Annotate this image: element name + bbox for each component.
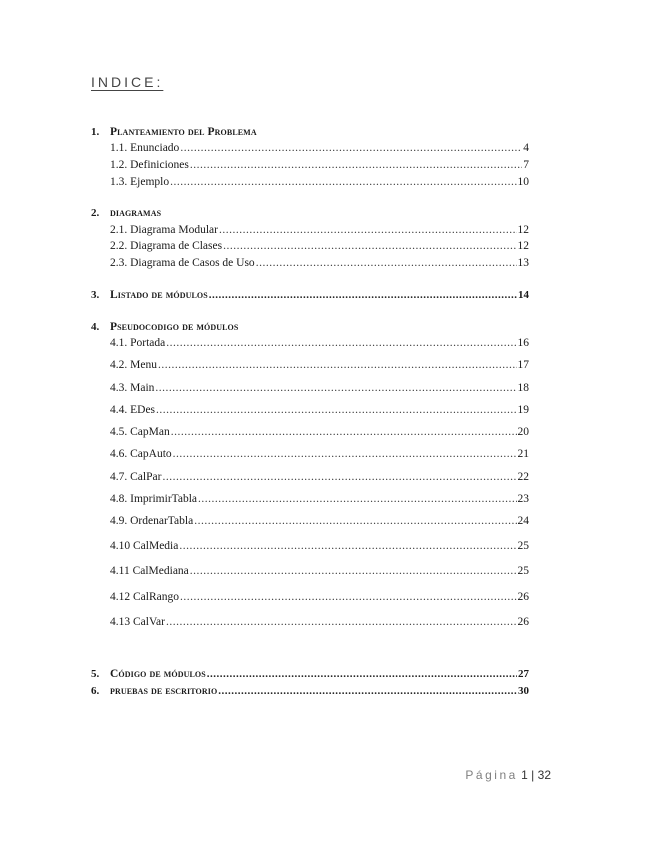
dot-leader: [162, 471, 516, 483]
item-label: 4.12 CalRango: [110, 591, 179, 603]
toc-item-4-1[interactable]: [110, 337, 529, 349]
dot-leader: [223, 240, 516, 252]
item-page: 21: [517, 448, 529, 460]
item-page: 25: [517, 565, 529, 577]
toc-section-6[interactable]: [91, 685, 529, 697]
toc-item-2-3[interactable]: [110, 257, 529, 269]
toc-item-4-12[interactable]: [110, 591, 529, 603]
toc-section-5[interactable]: [91, 668, 529, 680]
dot-leader: [194, 515, 516, 527]
section-title: Código de módulos: [110, 668, 206, 680]
item-page: 20: [517, 426, 529, 438]
item-page: 18: [517, 382, 529, 394]
section-number: 4.: [91, 321, 100, 333]
item-label: 1.2. Definiciones: [110, 159, 189, 171]
dot-leader: [166, 616, 517, 628]
dot-leader: [166, 337, 516, 349]
item-page: 12: [517, 240, 529, 252]
item-label: 4.10 CalMedia: [110, 540, 179, 552]
section-number: 3.: [91, 289, 100, 301]
item-page: 17: [517, 359, 529, 371]
section-title: Planteamiento del Problema: [110, 126, 257, 138]
dot-leader: [218, 685, 517, 697]
item-label: 1.3. Ejemplo: [110, 176, 170, 188]
item-label: 4.8. ImprimirTabla: [110, 493, 198, 505]
item-page: 4: [523, 142, 529, 154]
item-page: 10: [517, 176, 529, 188]
item-label: 4.4. EDes: [110, 404, 156, 416]
dot-leader: [170, 176, 516, 188]
item-label: 4.9. OrdenarTabla: [110, 515, 194, 527]
dot-leader: [190, 565, 517, 577]
dot-leader: [190, 159, 522, 171]
dot-leader: [158, 359, 517, 371]
dot-leader: [156, 404, 516, 416]
section-title: diagramas: [110, 207, 162, 219]
item-label: 4.11 CalMediana: [110, 565, 189, 577]
item-label: 4.6. CapAuto: [110, 448, 172, 460]
item-label: 2.2. Diagrama de Clases: [110, 240, 223, 252]
toc-section-1[interactable]: [91, 126, 529, 138]
toc-item-1-3[interactable]: [110, 176, 529, 188]
toc-item-4-7[interactable]: [110, 471, 529, 483]
dot-leader: [180, 142, 522, 154]
section-page: 27: [518, 668, 529, 680]
toc-item-1-2[interactable]: [110, 159, 529, 171]
toc-item-4-10[interactable]: [110, 540, 529, 552]
toc-item-4-4[interactable]: [110, 404, 529, 416]
item-label: 2.3. Diagrama de Casos de Uso: [110, 257, 255, 269]
footer-page-number: 1: [521, 768, 528, 782]
item-page: 19: [517, 404, 529, 416]
item-page: 23: [517, 493, 529, 505]
toc-item-4-8[interactable]: [110, 493, 529, 505]
item-page: 16: [517, 337, 529, 349]
item-label: 4.1. Portada: [110, 337, 166, 349]
item-page: 26: [517, 591, 529, 603]
section-title: pruebas de escritorio: [110, 685, 218, 697]
section-number: 1.: [91, 126, 100, 138]
item-page: 25: [517, 540, 529, 552]
item-page: 22: [517, 471, 529, 483]
footer-total-pages: 32: [537, 768, 551, 782]
toc-section-2[interactable]: [91, 207, 529, 219]
section-title: Pseudocodigo de módulos: [110, 321, 239, 333]
toc-item-2-1[interactable]: [110, 224, 529, 236]
item-page: 13: [517, 257, 529, 269]
section-number: 2.: [91, 207, 100, 219]
dot-leader: [256, 257, 517, 269]
dot-leader: [207, 668, 517, 680]
dot-leader: [198, 493, 516, 505]
dot-leader: [155, 382, 516, 394]
item-page: 24: [517, 515, 529, 527]
item-label: 4.3. Main: [110, 382, 155, 394]
item-label: 2.1. Diagrama Modular: [110, 224, 218, 236]
item-page: 12: [517, 224, 529, 236]
item-label: 4.13 CalVar: [110, 616, 165, 628]
section-number: 6.: [91, 685, 100, 697]
toc-section-4[interactable]: [91, 321, 529, 333]
section-page: 14: [518, 289, 529, 301]
page-footer: [465, 768, 551, 782]
item-label: 4.7. CalPar: [110, 471, 162, 483]
toc-item-2-2[interactable]: [110, 240, 529, 252]
dot-leader: [180, 591, 517, 603]
item-label: 4.5. CapMan: [110, 426, 170, 438]
toc-item-4-11[interactable]: [110, 565, 529, 577]
item-page: 7: [523, 159, 529, 171]
index-title: INDICE:: [91, 74, 164, 90]
toc-item-1-1[interactable]: [110, 142, 529, 154]
toc-item-4-9[interactable]: [110, 515, 529, 527]
footer-separator: |: [531, 768, 535, 782]
dot-leader: [219, 224, 517, 236]
toc-item-4-2[interactable]: [110, 359, 529, 371]
toc-item-4-6[interactable]: [110, 448, 529, 460]
section-page: 30: [518, 685, 529, 697]
toc-item-4-5[interactable]: [110, 426, 529, 438]
section-title: Listado de módulos: [110, 289, 208, 301]
toc-section-3[interactable]: [91, 289, 529, 301]
section-number: 5.: [91, 668, 100, 680]
dot-leader: [209, 289, 517, 301]
item-page: 26: [517, 616, 529, 628]
item-label: 4.2. Menu: [110, 359, 157, 371]
dot-leader: [173, 448, 517, 460]
dot-leader: [171, 426, 517, 438]
dot-leader: [179, 540, 516, 552]
toc-item-4-3[interactable]: [110, 382, 529, 394]
toc-item-4-13[interactable]: [110, 616, 529, 628]
item-label: 1.1. Enunciado: [110, 142, 180, 154]
footer-page-word: Página: [465, 768, 518, 782]
